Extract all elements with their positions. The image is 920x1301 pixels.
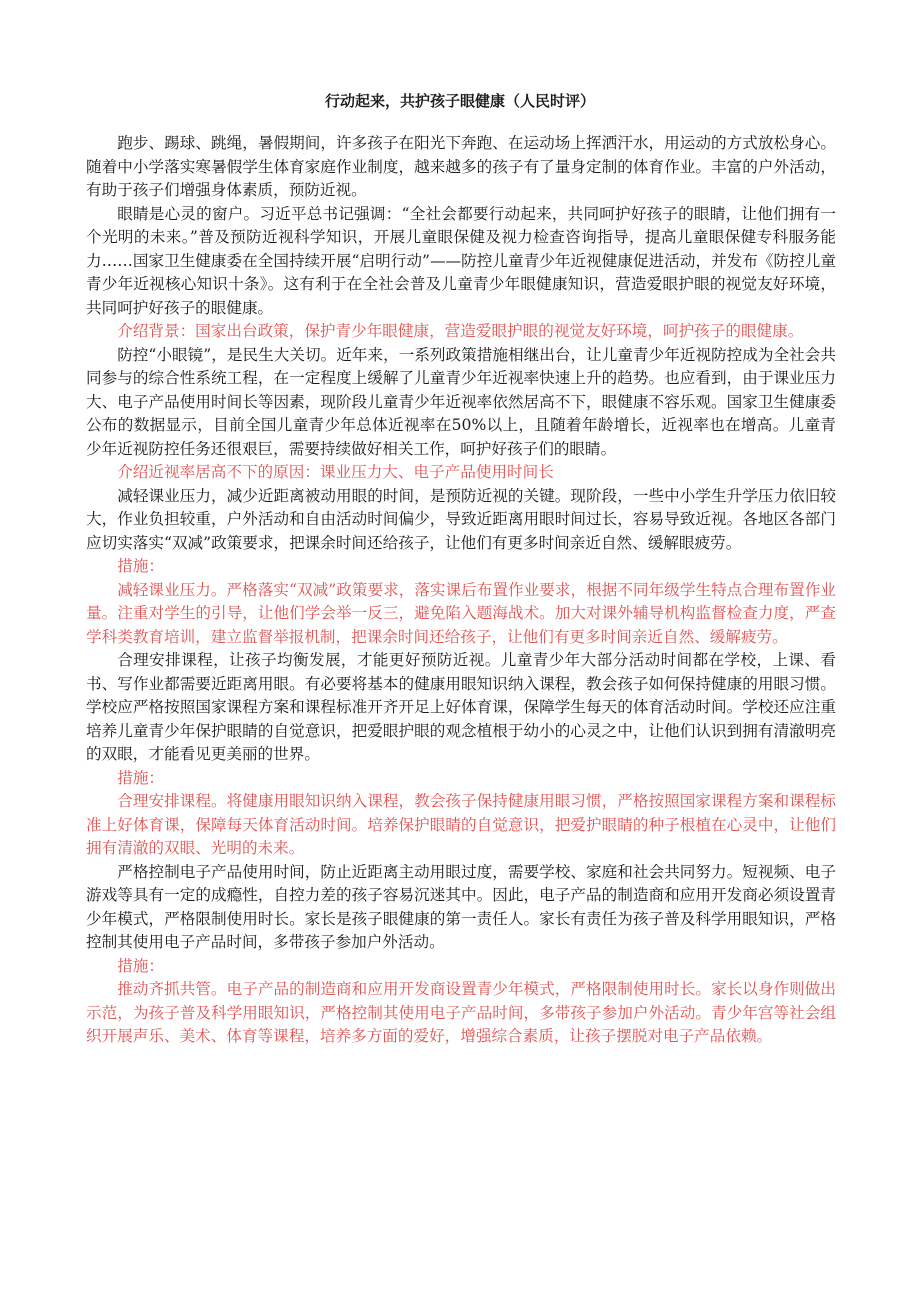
- annotation-measure-courses: 合理安排课程。将健康用眼知识纳入课程，教会孩子保持健康用眼习惯，严格按照国家课程方案和课程标准上好体育课，保障每天体育活动时间。培养保护眼睛的自觉意识，把爱护眼睛的种子根植在心灵中，让他们拥有清澈的双眼、光明的未来。: [86, 792, 836, 857]
- annotation-reasons: 介绍近视率居高不下的原因：课业压力大、电子产品使用时间长: [117, 463, 554, 481]
- paragraph-electronic-devices: 严格控制电子产品使用时间，防止近距离主动用眼过度，需要学校、家庭和社会共同努力。短视频、电子游戏等具有一定的成瘾性，自控力差的孩子容易沉迷其中。因此，电子产品的制造商和应用开发商必须设置青少年模式，严格限制使用时长。家长是孩子眼健康的第一责任人。家长有责任为孩子普及科学用眼知识，严格控制其使用电子产品时间，多带孩子参加户外活动。: [86, 862, 836, 951]
- annotation-measure-joint-management: 推动齐抓共管。电子产品的制造商和应用开发商设置青少年模式，严格限制使用时长。家长以身作则做出示范，为孩子普及科学用眼知识，严格控制其使用电子产品时间，多带孩子参加户外活动。青少年宫等社会组织开展声乐、美术、体育等课程，培养多方面的爱好，增强综合素质，让孩子摆脱对电子产品依赖。: [86, 980, 836, 1045]
- annotation-measures-label: 措施：: [117, 768, 164, 787]
- paragraph-reduce-workload: 减轻课业压力，减少近距离被动用眼的时间，是预防近视的关键。现阶段，一些中小学生升学压力依旧较大，作业负担较重，户外活动和自由活动时间偏少，导致近距离用眼时间过长，容易导致近视。各地区各部门应切实落实“双减”政策要求，把课余时间还给孩子，让他们有更多时间亲近自然、缓解眼疲劳。: [86, 486, 836, 552]
- annotation-measures-label: 措施：: [117, 557, 164, 575]
- paragraph-eyes-window: 眼睛是心灵的窗户。习近平总书记强调：“全社会都要行动起来，共同呵护好孩子的眼睛，让他们拥有一个光明的未来。”普及预防近视科学知识，开展儿童眼保健及视力检查咨询指导，提高儿童眼保健专科服务能力……国家卫生健康委在全国持续开展“启明行动”——防控儿童青少年近视健康促进活动，并发布《防控儿童青少年近视核心知识十条》。这有利于在全社会普及儿童青少年眼健康知识，营造爱眼护眼的视觉友好环境，共同呵护好孩子的眼健康。: [86, 204, 836, 317]
- annotation-measures-label: 措施：: [117, 956, 164, 975]
- paragraph-summer-sports: 跑步、踢球、跳绳，暑假期间，许多孩子在阳光下奔跑、在运动场上挥洒汗水，用运动的方式放松身心。随着中小学落实寒暑假学生体育家庭作业制度，越来越多的孩子有了量身定制的体育作业。丰富的户外活动，有助于孩子们增强身体素质，预防近视。: [86, 134, 836, 199]
- annotation-background: 介绍背景：国家出台政策，保护青少年眼健康，营造爱眼护眼的视觉友好环境，呵护孩子的眼健康。: [117, 322, 804, 340]
- annotation-measure-workload: 减轻课业压力。严格落实“双减”政策要求，落实课后布置作业要求，根据不同年级学生特点合理布置作业量。注重对学生的引导，让他们学会举一反三，避免陷入题海战术。加大对课外辅导机构监督检查力度，严查学科类教育培训，建立监督举报机制，把课余时间还给孩子，让他们有更多时间亲近自然、缓解疲劳。: [86, 580, 836, 646]
- document-body: [86, 132, 836, 1049]
- document-title: 行动起来，共护孩子眼健康（人民时评）: [324, 92, 595, 110]
- paragraph-arrange-courses: 合理安排课程，让孩子均衡发展，才能更好预防近视。儿童青少年大部分活动时间都在学校，上课、看书、写作业都需要近距离用眼。有必要将基本的健康用眼知识纳入课程，教会孩子如何保持健康的用眼习惯。学校应严格按照国家课程方案和课程标准开齐开足上好体育课，保障学生每天的体育活动时间。学校还应注重培养儿童青少年保护眼睛的自觉意识，把爱眼护眼的观念植根于幼小的心灵之中，让他们认识到拥有清澈明亮的双眼，才能看见更美丽的世界。: [86, 651, 836, 763]
- paragraph-myopia-prevention: 防控“小眼镜”，是民生大关切。近年来，一系列政策措施相继出台，让儿童青少年近视防控成为全社会共同参与的综合性系统工程，在一定程度上缓解了儿童青少年近视率快速上升的趋势。也应看到，由于课业压力大、电子产品使用时间长等因素，现阶段儿童青少年近视率依然居高不下，眼健康不容乐观。国家卫生健康委公布的数据显示，目前全国儿童青少年总体近视率在50%以上，且随着年龄增长，近视率也在增高。儿童青少年近视防控任务还很艰巨，需要持续做好相关工作，呵护好孩子们的眼睛。: [86, 345, 836, 458]
